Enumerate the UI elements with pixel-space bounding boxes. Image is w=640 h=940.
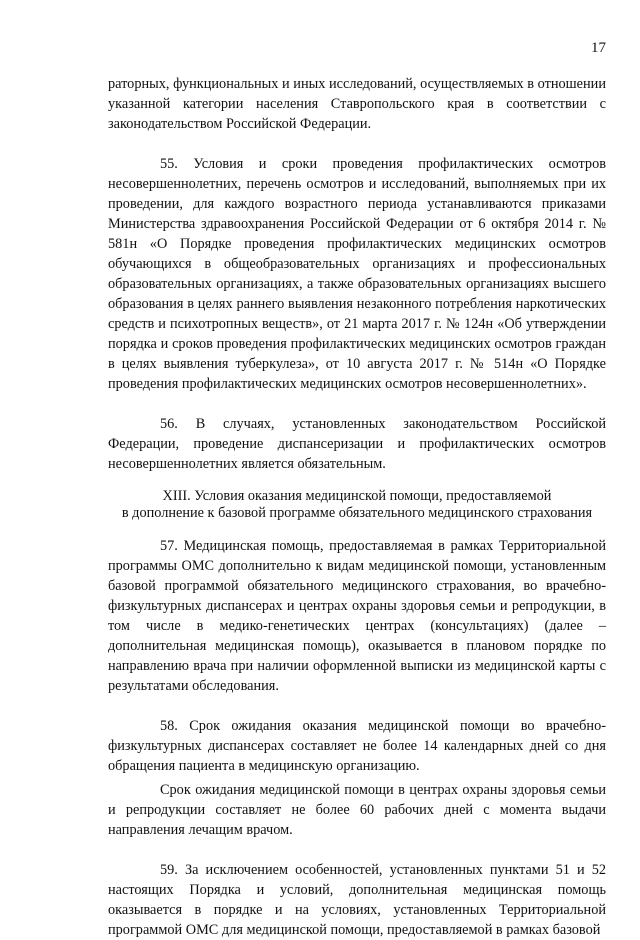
paragraph-58: 58. Срок ожидания оказания медицинской помощи во врачебно-физкультурных диспансерах составляет не более 14 календарных дней со дня обращения пациента в медицинскую организацию. bbox=[108, 718, 606, 774]
section-heading-line-2: в дополнение к базовой программе обязательного медицинского страхования bbox=[121, 505, 593, 521]
page-number: 17 bbox=[591, 40, 606, 56]
paragraph-continuation: раторных, функциональных и иных исследований, осуществляемых в отношении указанной категории населения Ставропольского края в соответствии с законодательством Российской Федерации. bbox=[108, 76, 606, 132]
section-heading-line-1: XIII. Условия оказания медицинской помощи, предоставляемой bbox=[162, 488, 552, 504]
paragraph-56: 56. В случаях, установленных законодательством Российской Федерации, проведение диспансеризации и профилактических осмотров несовершеннолетних является обязательным. bbox=[108, 416, 606, 472]
paragraph-55: 55. Условия и сроки проведения профилактических осмотров несовершеннолетних, перечень осмотров и исследований, выполняемых при их проведении, для каждого возрастного периода устанавливаются приказами Министерства здравоохранения Российской Федерации от 6 октября 2014 г. № 581н «О Порядке проведения профилактических медицинских осмотров обучающихся в общеобразовательных организациях и профессиональных образовательных организациях, а также образовательных организациях высшего образования в целях раннего выявления незаконного потребления наркотических средств и психотропных веществ», от 21 марта 2017 г. № 124н «Об утверждении порядка и сроков проведения профилактических медицинских осмотров граждан в целях выявления туберкулеза», от 10 августа 2017 г. № 514н «О Порядке проведения профилактических медицинских осмотров несовершеннолетних». bbox=[108, 156, 606, 392]
paragraph-59: 59. За исключением особенностей, установленных пунктами 51 и 52 настоящих Порядка и условий, дополнительная медицинская помощь оказывается в порядке и на условиях, установленных Территориальной программой ОМС для медицинской помощи, предоставляемой в рамках базовой bbox=[108, 862, 606, 938]
paragraph-57: 57. Медицинская помощь, предоставляемая в рамках Территориальной программы ОМС дополнительно к видам медицинской помощи, установленным базовой программой обязательного медицинского страхования, во врачебно-физкультурных диспансерах и центрах охраны здоровья семьи и репродукции, в том числе в медико-генетических центрах (консультациях) (далее – дополнительная медицинская помощь), оказывается в плановом порядке по направлению врача при наличии оформленной выписки из медицинской карты с результатами обследования. bbox=[108, 538, 606, 694]
section-heading bbox=[108, 488, 606, 522]
document-body bbox=[108, 74, 606, 940]
paragraph-58-continued: Срок ожидания медицинской помощи в центрах охраны здоровья семьи и репродукции составляет не более 60 рабочих дней с момента выдачи направления лечащим врачом. bbox=[108, 782, 606, 838]
